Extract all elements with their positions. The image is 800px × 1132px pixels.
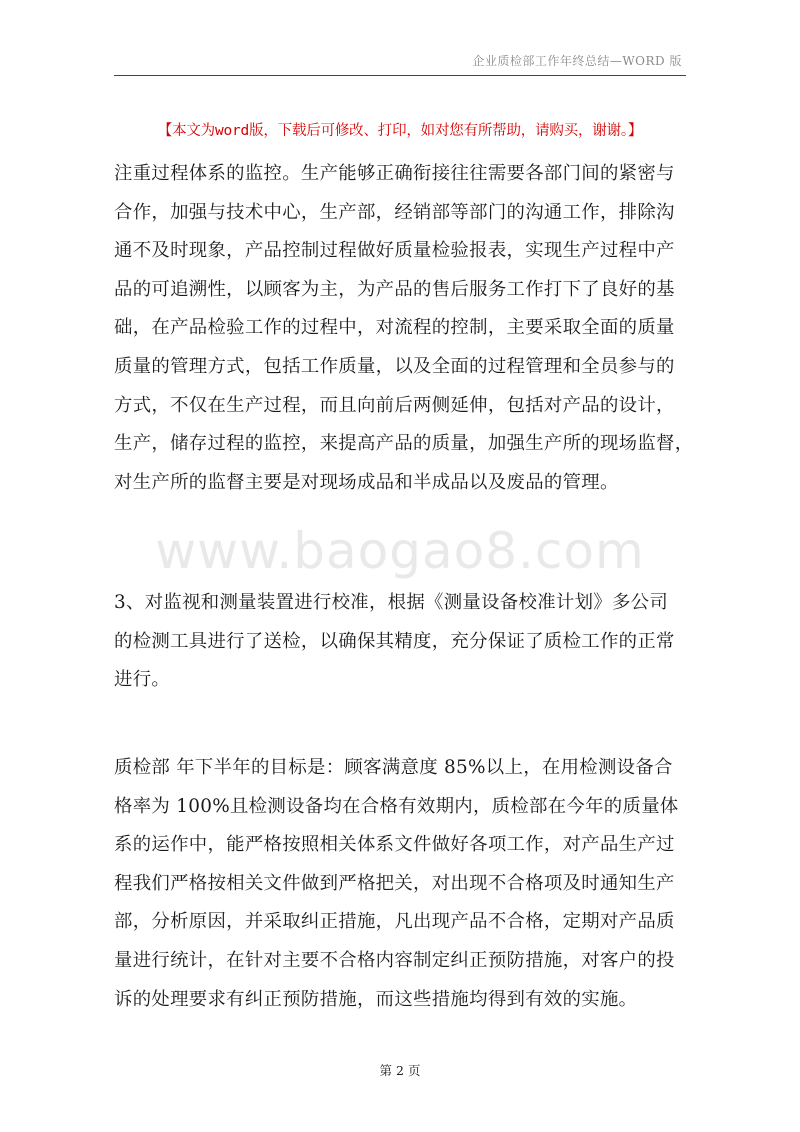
paragraph-line: 进行。 [114, 669, 171, 691]
paragraph-line: 合作，加强与技术中心，生产部，经销部等部门的沟通工作，排除沟 [114, 201, 675, 223]
paragraph-line: 方式，不仅在生产过程，而且向前后两侧延伸，包括对产品的设计， [114, 394, 675, 416]
paragraph-calibration [114, 584, 694, 700]
header-divider [114, 75, 686, 76]
paragraph-line: 系的运作中，能严格按照相关体系文件做好各项工作，对产品生产过 [114, 834, 675, 856]
header-title: 企业质检部工作年终总结—WORD 版 [472, 54, 682, 68]
paragraph-line: 的检测工具进行了送检，以确保其精度，充分保证了质检工作的正常 [114, 630, 675, 652]
paragraph-line: 诉的处理要求有纠正预防措施，而这些措施均得到有效的实施。 [114, 988, 638, 1010]
paragraph-line: 3、对监视和测量装置进行校准，根据《测量设备校准计划》多公司 [114, 592, 669, 613]
paragraph-line: 部，分析原因，并采取纠正措施，凡出现产品不合格，定期对产品质 [114, 911, 675, 933]
paragraph-line: 质量的管理方式，包括工作质量，以及全面的过程管理和全员参与的 [114, 355, 675, 377]
paragraph-quality-process [114, 155, 694, 502]
paragraph-line: 量进行统计，在针对主要不合格内容制定纠正预防措施，对客户的投 [114, 949, 675, 971]
paragraph-line: 注重过程体系的监控。生产能够正确衔接往往需要各部门间的紧密与 [114, 163, 675, 184]
paragraph-goals [114, 749, 694, 1019]
page-number: 第 2 页 [379, 1063, 421, 1078]
watermark: www.baogao8.com [155, 522, 645, 580]
paragraph-line: 对生产所的监督主要是对现场成品和半成品以及废品的管理。 [114, 471, 619, 493]
paragraph-line: 品的可追溯性，以顾客为主，为产品的售后服务工作打下了良好的基 [114, 278, 675, 300]
paragraph-line: 通不及时现象，产品控制过程做好质量检验报表，实现生产过程中产 [114, 240, 675, 262]
paragraph-line: 质检部 年下半年的目标是：顾客满意度 85%以上，在用检测设备合 [114, 757, 673, 778]
paragraph-line: 生产，储存过程的监控，来提高产品的质量，加强生产所的现场监督， [114, 433, 694, 455]
purchase-notice: 【本文为word版，下载后可修改、打印，如对您有所帮助，请购买，谢谢。】 [157, 123, 643, 139]
paragraph-line: 格率为 100%且检测设备均在合格有效期内，质检部在今年的质量体 [114, 795, 679, 817]
paragraph-line: 础，在产品检验工作的过程中，对流程的控制，主要采取全面的质量 [114, 317, 675, 339]
paragraph-line: 程我们严格按相关文件做到严格把关，对出现不合格项及时通知生产 [114, 872, 675, 894]
